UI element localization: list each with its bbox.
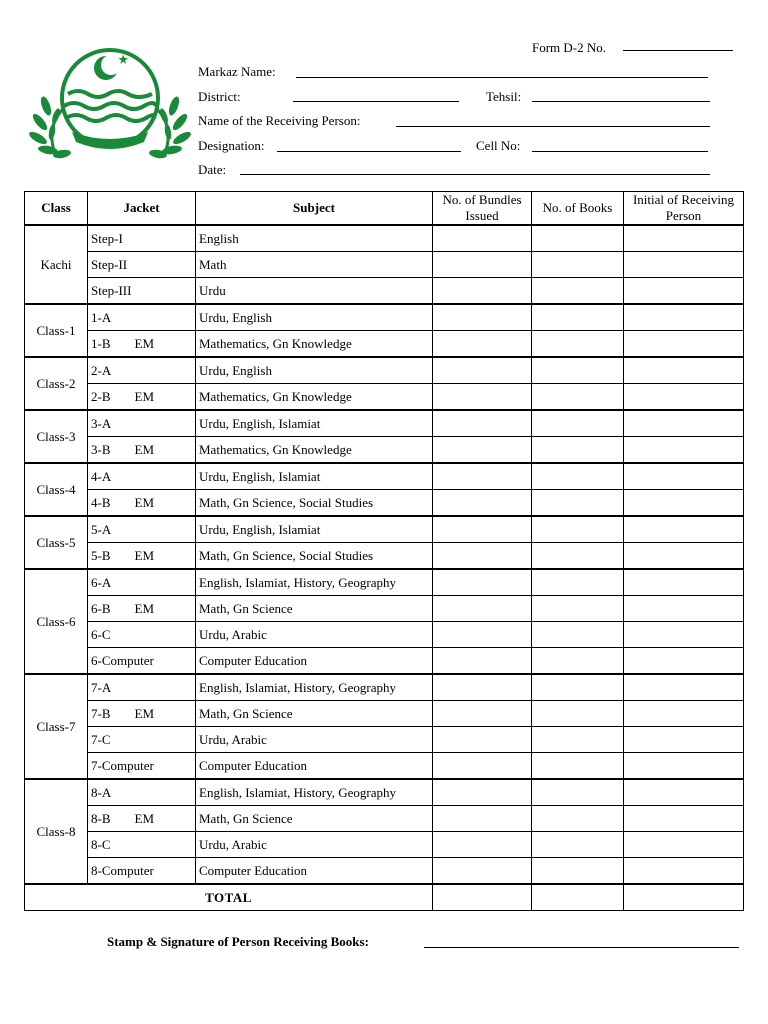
total-row	[25, 884, 744, 911]
initial-cell[interactable]	[624, 569, 744, 596]
bundles-cell[interactable]	[433, 753, 532, 780]
jacket-label: 2-A	[91, 362, 112, 378]
table-row	[25, 278, 744, 305]
books-cell[interactable]	[532, 410, 624, 437]
subject-cell: Urdu, English, Islamiat	[196, 463, 433, 490]
bundles-cell[interactable]	[433, 437, 532, 464]
bundles-cell[interactable]	[433, 674, 532, 701]
books-cell[interactable]	[532, 779, 624, 806]
books-cell[interactable]	[532, 543, 624, 570]
subject-cell: Urdu	[196, 278, 433, 305]
medium-label: EM	[134, 705, 154, 721]
jacket-label: 7-B	[91, 705, 111, 721]
initial-cell[interactable]	[624, 543, 744, 570]
table-row	[25, 516, 744, 543]
table-row	[25, 596, 744, 622]
books-cell[interactable]	[532, 225, 624, 252]
subject-cell: Urdu, English, Islamiat	[196, 410, 433, 437]
table-row	[25, 304, 744, 331]
table-row	[25, 727, 744, 753]
jacket-label: 6-Computer	[91, 652, 154, 668]
tehsil-label: Tehsil:	[486, 89, 522, 104]
table-row	[25, 753, 744, 780]
jacket-cell	[88, 753, 196, 780]
books-cell[interactable]	[532, 674, 624, 701]
receiving-person-label: Name of the Receiving Person:	[198, 113, 361, 128]
bundles-cell[interactable]	[433, 569, 532, 596]
initial-cell[interactable]	[624, 463, 744, 490]
bundles-cell[interactable]	[433, 410, 532, 437]
subject-cell: Computer Education	[196, 648, 433, 675]
medium-label: EM	[134, 388, 154, 404]
subject-cell: English, Islamiat, History, Geography	[196, 569, 433, 596]
subject-cell: Urdu, English	[196, 357, 433, 384]
jacket-label: 6-B	[91, 600, 111, 616]
subject-cell: Mathematics, Gn Knowledge	[196, 437, 433, 464]
books-cell[interactable]	[532, 384, 624, 411]
medium-label: EM	[134, 494, 154, 510]
table-row	[25, 806, 744, 832]
table-row	[25, 331, 744, 358]
bundles-cell[interactable]	[433, 543, 532, 570]
bundles-cell[interactable]	[433, 225, 532, 252]
books-cell[interactable]	[532, 278, 624, 305]
bundles-cell[interactable]	[433, 622, 532, 648]
subject-cell: Urdu, Arabic	[196, 622, 433, 648]
class-cell: Class-4	[25, 463, 88, 516]
table-row	[25, 569, 744, 596]
subject-cell: Mathematics, Gn Knowledge	[196, 384, 433, 411]
punjab-govt-emblem-icon	[26, 46, 194, 166]
subject-cell: Math, Gn Science	[196, 701, 433, 727]
header-jacket: Jacket	[88, 192, 196, 226]
class-cell: Class-5	[25, 516, 88, 569]
header-books: No. of Books	[532, 192, 624, 226]
medium-label: EM	[134, 810, 154, 826]
bundles-cell[interactable]	[433, 727, 532, 753]
initial-cell[interactable]	[624, 278, 744, 305]
books-cell[interactable]	[532, 753, 624, 780]
initial-cell[interactable]	[624, 832, 744, 858]
books-cell[interactable]	[532, 858, 624, 885]
header-initial: Initial of Receiving Person	[624, 192, 744, 226]
jacket-label: 2-B	[91, 388, 111, 404]
table-row	[25, 858, 744, 885]
subject-cell: English, Islamiat, History, Geography	[196, 674, 433, 701]
jacket-cell	[88, 437, 196, 464]
bundles-cell[interactable]	[433, 779, 532, 806]
initial-cell[interactable]	[624, 252, 744, 278]
designation-label: Designation:	[198, 138, 265, 153]
jacket-label: 5-B	[91, 547, 111, 563]
jacket-cell	[88, 569, 196, 596]
class-cell: Kachi	[25, 225, 88, 304]
bundles-cell[interactable]	[433, 331, 532, 358]
bundles-cell[interactable]	[433, 596, 532, 622]
jacket-label: Step-III	[91, 282, 132, 298]
header-class: Class	[25, 192, 88, 226]
table-row	[25, 384, 744, 411]
bundles-cell[interactable]	[433, 701, 532, 727]
jacket-cell	[88, 701, 196, 727]
subject-cell: Urdu, English, Islamiat	[196, 516, 433, 543]
initial-cell[interactable]	[624, 674, 744, 701]
jacket-label: 6-C	[91, 626, 111, 642]
form-no-label: Form D-2 No.	[532, 40, 607, 55]
jacket-cell	[88, 225, 196, 252]
table-row	[25, 622, 744, 648]
books-cell[interactable]	[532, 252, 624, 278]
initial-cell[interactable]	[624, 225, 744, 252]
cell-no-label: Cell No:	[476, 138, 521, 153]
jacket-label: 4-A	[91, 468, 112, 484]
receiving-person-field[interactable]	[396, 126, 710, 127]
books-cell[interactable]	[532, 463, 624, 490]
cell-no-field[interactable]	[532, 151, 708, 152]
table-row	[25, 357, 744, 384]
subject-cell: English	[196, 225, 433, 252]
jacket-cell	[88, 648, 196, 675]
initial-cell[interactable]	[624, 779, 744, 806]
jacket-label: Step-I	[91, 230, 123, 246]
tehsil-field[interactable]	[532, 101, 710, 102]
initial-cell[interactable]	[624, 490, 744, 517]
jacket-cell	[88, 516, 196, 543]
jacket-cell	[88, 674, 196, 701]
bundles-cell[interactable]	[433, 384, 532, 411]
district-label: District:	[198, 89, 241, 104]
jacket-label: 1-A	[91, 309, 112, 325]
table-row	[25, 701, 744, 727]
jacket-cell	[88, 727, 196, 753]
table-row	[25, 490, 744, 517]
initial-cell[interactable]	[624, 596, 744, 622]
bundles-cell[interactable]	[433, 490, 532, 517]
jacket-label: 3-B	[91, 441, 111, 457]
bundles-cell[interactable]	[433, 858, 532, 885]
class-cell: Class-6	[25, 569, 88, 674]
jacket-label: 8-C	[91, 836, 111, 852]
total-bundles-cell[interactable]	[433, 884, 532, 911]
jacket-cell	[88, 779, 196, 806]
books-cell[interactable]	[532, 304, 624, 331]
class-cell: Class-3	[25, 410, 88, 463]
bundles-cell[interactable]	[433, 463, 532, 490]
initial-cell[interactable]	[624, 858, 744, 885]
jacket-label: 7-C	[91, 731, 111, 747]
initial-cell[interactable]	[624, 622, 744, 648]
total-label: TOTAL	[25, 884, 433, 911]
initial-cell[interactable]	[624, 384, 744, 411]
jacket-cell	[88, 331, 196, 358]
jacket-label: 8-Computer	[91, 862, 154, 878]
jacket-cell	[88, 304, 196, 331]
book-issue-table	[24, 191, 744, 911]
books-cell[interactable]	[532, 516, 624, 543]
class-cell: Class-1	[25, 304, 88, 357]
bundles-cell[interactable]	[433, 304, 532, 331]
jacket-cell	[88, 806, 196, 832]
jacket-label: Step-II	[91, 256, 128, 272]
jacket-cell	[88, 278, 196, 305]
subject-cell: Math, Gn Science	[196, 596, 433, 622]
books-cell[interactable]	[532, 806, 624, 832]
jacket-cell	[88, 832, 196, 858]
bundles-cell[interactable]	[433, 832, 532, 858]
bundles-cell[interactable]	[433, 648, 532, 675]
initial-cell[interactable]	[624, 357, 744, 384]
books-cell[interactable]	[532, 727, 624, 753]
bundles-cell[interactable]	[433, 252, 532, 278]
jacket-label: 5-A	[91, 521, 112, 537]
books-cell[interactable]	[532, 437, 624, 464]
jacket-label: 7-A	[91, 679, 112, 695]
jacket-label: 7-Computer	[91, 757, 154, 773]
initial-cell[interactable]	[624, 437, 744, 464]
books-cell[interactable]	[532, 331, 624, 358]
class-cell: Class-8	[25, 779, 88, 884]
jacket-cell	[88, 858, 196, 885]
bundles-cell[interactable]	[433, 806, 532, 832]
initial-cell[interactable]	[624, 753, 744, 780]
initial-cell[interactable]	[624, 806, 744, 832]
total-books-cell[interactable]	[532, 884, 624, 911]
table-row	[25, 410, 744, 437]
jacket-label: 8-B	[91, 810, 111, 826]
initial-cell[interactable]	[624, 648, 744, 675]
jacket-cell	[88, 384, 196, 411]
class-cell: Class-2	[25, 357, 88, 410]
subject-cell: Computer Education	[196, 858, 433, 885]
signature-label: Stamp & Signature of Person Receiving Books:	[107, 934, 369, 949]
jacket-cell	[88, 490, 196, 517]
jacket-cell	[88, 543, 196, 570]
table-row	[25, 832, 744, 858]
jacket-cell	[88, 622, 196, 648]
date-label: Date:	[198, 162, 227, 177]
books-cell[interactable]	[532, 596, 624, 622]
table-header-row	[25, 192, 744, 226]
medium-label: EM	[134, 600, 154, 616]
designation-field[interactable]	[277, 151, 461, 152]
books-cell[interactable]	[532, 832, 624, 858]
subject-cell: Urdu, Arabic	[196, 727, 433, 753]
signature-field[interactable]	[424, 947, 739, 948]
initial-cell[interactable]	[624, 701, 744, 727]
markaz-name-field[interactable]	[296, 77, 708, 78]
subject-cell: Computer Education	[196, 753, 433, 780]
district-field[interactable]	[293, 101, 459, 102]
initial-cell[interactable]	[624, 727, 744, 753]
jacket-label: 1-B	[91, 335, 111, 351]
initial-cell[interactable]	[624, 331, 744, 358]
medium-label: EM	[134, 547, 154, 563]
table-row	[25, 674, 744, 701]
jacket-cell	[88, 596, 196, 622]
medium-label: EM	[134, 335, 154, 351]
table-row	[25, 437, 744, 464]
subject-cell: Math	[196, 252, 433, 278]
table-row	[25, 648, 744, 675]
books-cell[interactable]	[532, 490, 624, 517]
books-cell[interactable]	[532, 569, 624, 596]
jacket-cell	[88, 252, 196, 278]
subject-cell: Math, Gn Science, Social Studies	[196, 490, 433, 517]
jacket-label: 4-B	[91, 494, 111, 510]
form-no-field[interactable]	[623, 50, 733, 51]
medium-label: EM	[134, 441, 154, 457]
subject-cell: Urdu, English	[196, 304, 433, 331]
subject-cell: Math, Gn Science, Social Studies	[196, 543, 433, 570]
jacket-label: 8-A	[91, 784, 112, 800]
table-row	[25, 225, 744, 252]
jacket-cell	[88, 410, 196, 437]
table-row	[25, 779, 744, 806]
markaz-name-label: Markaz Name:	[198, 64, 276, 79]
date-field[interactable]	[240, 174, 710, 175]
table-row	[25, 543, 744, 570]
jacket-cell	[88, 357, 196, 384]
subject-cell: English, Islamiat, History, Geography	[196, 779, 433, 806]
table-row	[25, 252, 744, 278]
jacket-label: 6-A	[91, 574, 112, 590]
table-row	[25, 463, 744, 490]
class-cell: Class-7	[25, 674, 88, 779]
bundles-cell[interactable]	[433, 516, 532, 543]
subject-cell: Math, Gn Science	[196, 806, 433, 832]
bundles-cell[interactable]	[433, 357, 532, 384]
header-subject: Subject	[196, 192, 433, 226]
subject-cell: Mathematics, Gn Knowledge	[196, 331, 433, 358]
books-cell[interactable]	[532, 622, 624, 648]
subject-cell: Urdu, Arabic	[196, 832, 433, 858]
jacket-label: 3-A	[91, 415, 112, 431]
initial-cell[interactable]	[624, 304, 744, 331]
bundles-cell[interactable]	[433, 278, 532, 305]
books-cell[interactable]	[532, 648, 624, 675]
initial-cell[interactable]	[624, 516, 744, 543]
initial-cell[interactable]	[624, 410, 744, 437]
total-initial-cell[interactable]	[624, 884, 744, 911]
books-cell[interactable]	[532, 701, 624, 727]
header-bundles: No. of Bundles Issued	[433, 192, 532, 226]
jacket-cell	[88, 463, 196, 490]
books-cell[interactable]	[532, 357, 624, 384]
